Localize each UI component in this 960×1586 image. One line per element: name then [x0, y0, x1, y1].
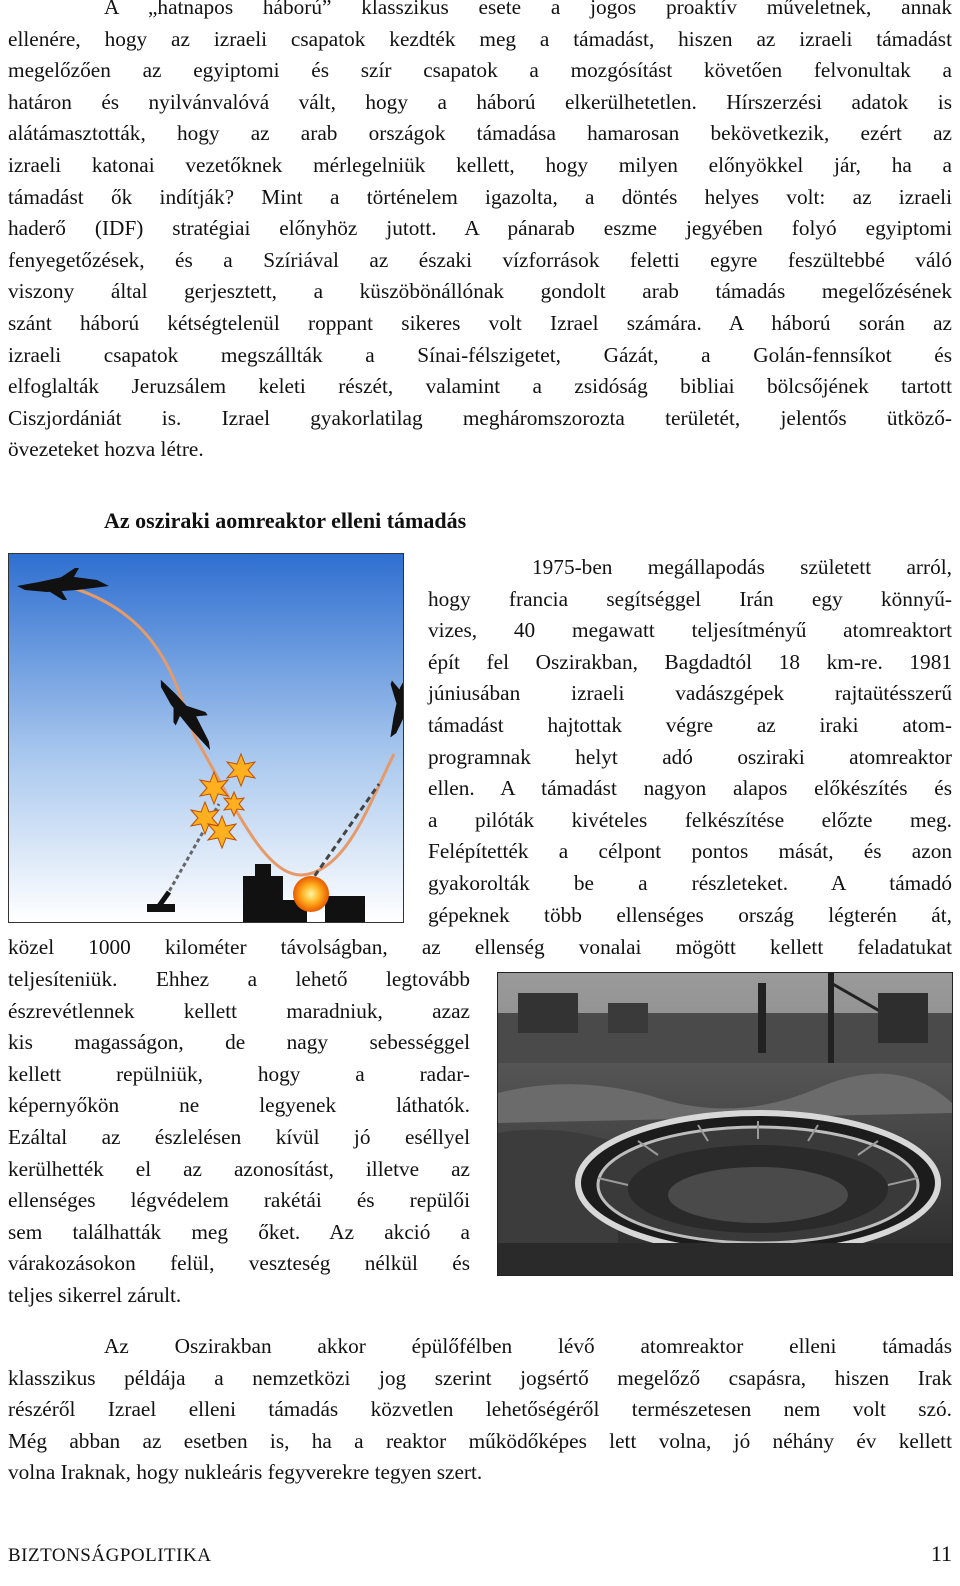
osirak-full-width-line: [8, 932, 952, 964]
text-line: támadást hajtottak végre az iraki atom-: [428, 712, 952, 737]
text-line: részéről Izrael elleni támadás közvetlen lehetőségéről természetesen nem volt szó.: [8, 1397, 952, 1422]
section-heading: Az osziraki aomreaktor elleni támadás: [104, 508, 467, 533]
text-line: kis magasságon, de nagy sebességgel: [8, 1030, 470, 1055]
paragraph-osirak-analysis: [8, 1331, 952, 1489]
text-line: a pilóták kivételes felkészítése előzte meg.: [428, 807, 952, 832]
text-line: Az Oszirakban akkor épülőfélben lévő atomreaktor elleni támadás: [104, 1334, 952, 1358]
text-line: izraeli katonai vezetőknek mérlegelniük kellett, hogy milyen előnyökkel jár, ha a: [8, 152, 952, 177]
text-line: Ezáltal az észlelésen kívül jó eséllyel: [8, 1124, 470, 1149]
text-line: alátámasztották, hogy az arab országok támadása hamarosan bekövetkezik, ezért az: [8, 121, 952, 146]
osirak-left-column: [8, 964, 470, 1312]
text-line: volna Iraknak, hogy nukleáris fegyverekre tegyen szert.: [8, 1460, 483, 1485]
text-line: épít fel Oszirakban, Bagdadtól 18 km-re. 1981: [428, 649, 952, 674]
text-line: teljes sikerrel zárult.: [8, 1282, 182, 1307]
text-line: Felépítették a célpont pontos mását, és azon: [428, 839, 952, 864]
text-line: ellenséges légvédelem rakétái és repülői: [8, 1188, 470, 1213]
text-line: sem találhatták meg őket. Az akció a: [8, 1219, 470, 1244]
text-line: támadást ők indítják? Mint a történelem igazolta, a döntés helyes volt: az izraeli: [8, 184, 952, 209]
text-line: Még abban az esetben is, ha a reaktor működőképes lett volna, jó néhány év kellett: [8, 1428, 952, 1453]
text-line: övezeteket hozva létre.: [8, 437, 204, 462]
page: [8, 0, 952, 1586]
text-line: haderő (IDF) stratégiai előnyhöz jutott. A pánarab eszme jegyében folyó egyiptomi: [8, 216, 952, 241]
text-line: ellen. A támadást nagyon alapos előkészítés és: [428, 776, 952, 801]
reactor-construction-photo: [497, 972, 953, 1276]
text-line: hogy francia segítséggel Irán egy könnyű-: [428, 586, 952, 611]
text-line: júniusában izraeli vadászgépek rajtaütésszerű: [428, 681, 952, 706]
text-line: teljesíteniük. Ehhez a lehető legtovább: [8, 967, 470, 991]
text-line: várakozásokon felül, veszteség nélkül és: [8, 1251, 470, 1276]
text-line: közel 1000 kilométer távolságban, az ellenség vonalai mögött kellett feladatukat: [8, 935, 952, 959]
text-line: szánt háború kétségtelenül roppant sikeres volt Izrael számára. A háború során az: [8, 310, 952, 335]
text-line: programnak helyt adó osziraki atomreaktor: [428, 744, 952, 769]
text-line: kerülhették el az azonosítást, illetve az: [8, 1156, 470, 1181]
text-line: határon és nyilvánvalóvá vált, hogy a háború elkerülhetetlen. Hírszerzési adatok is: [8, 89, 952, 114]
text-line: elfoglalták Jeruzsálem keleti részét, valamint a zsidóság bibliai bölcsőjének tartott: [8, 374, 952, 399]
text-line: 1975-ben megállapodás született arról,: [532, 555, 952, 579]
text-line: fenyegetőzések, és a Szíriával az északi vízforrások feletti egyre feszültebbé váló: [8, 247, 952, 272]
osirak-right-column: [428, 552, 952, 931]
text-line: Ciszjordániát is. Izrael gyakorlatilag megháromszorozta területét, jelentős ütköző-: [8, 405, 952, 430]
attack-diagram-svg: [9, 554, 403, 922]
text-line: észrevétlennek kellett maradniuk, azaz: [8, 998, 470, 1023]
text-line: izraeli csapatok megszállták a Sínai-félszigetet, Gázát, a Golán-fennsíkot és: [8, 342, 952, 367]
page-number: 11: [930, 1541, 952, 1566]
text-line: A „hatnapos háború” klasszikus esete a jogos proaktív műveletnek, annak: [104, 0, 952, 19]
text-line: ellenére, hogy az izraeli csapatok kezdték meg a támadást, hiszen az izraeli támadást: [8, 26, 952, 51]
footer-title: BIZTONSÁGPOLITIKA: [8, 1545, 212, 1566]
paragraph-six-day-war: [8, 0, 952, 466]
text-line: gyakorolták be a részleteket. A támadó: [428, 870, 952, 895]
explosion-icon: [293, 876, 329, 912]
text-line: viszony által gerjesztett, a küszöbönállónak gondolt arab támadás megelőzésének: [8, 279, 952, 304]
text-line: képernyőkön ne legyenek láthatók.: [8, 1093, 470, 1118]
text-line: kellett repülniük, hogy a radar-: [8, 1061, 470, 1086]
attack-diagram: [8, 553, 404, 923]
text-line: vizes, 40 megawatt teljesítményű atomreaktort: [428, 618, 952, 643]
text-line: klasszikus példája a nemzetközi jog szerint jogsértő megelőző csapásra, hiszen Irak: [8, 1365, 952, 1390]
text-line: gépeknek több ellenséges ország légterén át,: [428, 902, 952, 927]
reactor-photo-svg: [498, 973, 952, 1275]
text-line: megelőzően az egyiptomi és szír csapatok a mozgósítást követően felvonultak a: [8, 58, 952, 83]
